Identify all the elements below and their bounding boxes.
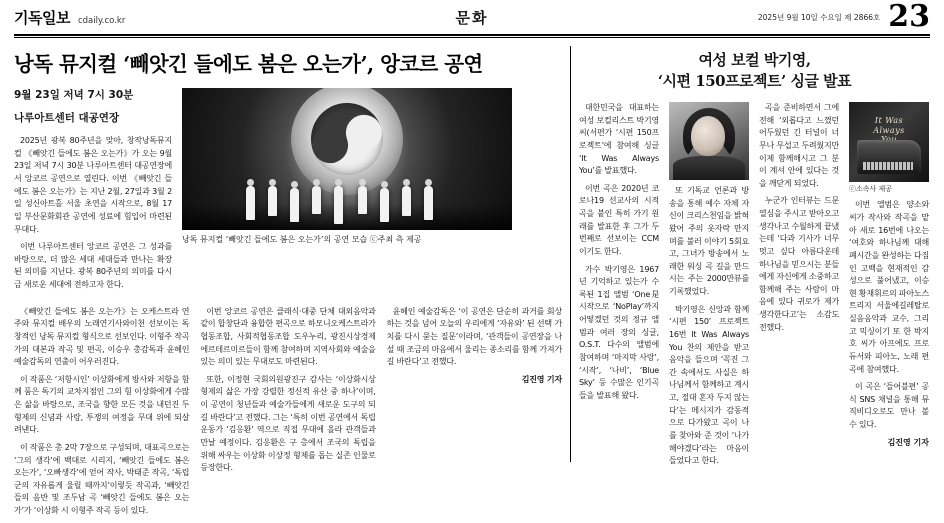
stage-photo (182, 88, 512, 230)
paragraph: 《빼앗긴 들에도 봄은 오는가》는 오케스트라 연주와 뮤지컬 배우의 노래연기사와이천 선보이는 독창적인 낭독 뮤지컬 형식으로 선보인다. 이형주 작곡가의 대본과 작곡 및 편곡, 이승우 총감독과 윤혜인 예술감독의 연출이 어우러진다. (14, 306, 190, 367)
paragraph: 이 작품은 ‘저항시인’ 이상화에게 방사와 저항을 함께 품은 독기의 교차지점인 그의 힘 이상화에게 수많은 삶을 바탕으로, 조국을 향한 모든 것을 내던진 두 형제의 신념과 사랑, 투쟁의 여정을 무대 위에 되살려낸다. (14, 374, 190, 435)
paragraph: 또한, 이정현 국회의원광진구 감사는 ‘이상화시상 형제의 삶은 가장 강렬한 정신적 유산 중 하나’이며, 이 공연이 청년들과 예술가들에게 새로운 도구의 되길 바란다’고 전했다. 그는 ‘특히 이번 공연에서 독립운동가 ‘김응환’ 역으로 직접 무대에 올라 관객들과 만날 예정이다. 김응환은 구 층에서 조국의 독립을 위해 싸우는 이상화 이상정 형제를 돕는 실존 인물로 등장한다. (200, 374, 376, 473)
paragraph: 박기영은 신앙과 함께 ‘시편 150’ 프로젝트 16번 It Was Always You 찬의 제안을 받고 음악을 들으며 ‘꼭진 그간 속에서도 사실은 하나님께서 함께하고 계시고, 절대 혼자 두지 않는다’는 메시지가 감동적으로 다가왔고 곡이 나를 찾아와 준 것이 ‘나가 해야겠다’라는 마음이 들었다고 한다. (669, 304, 749, 466)
left-article-top (14, 88, 562, 297)
page-number: 23 (888, 0, 930, 34)
column-divider (570, 46, 571, 462)
paragraph: 누군가 인터뷰는 드문 열심을 주시고 받아오고 생각나고 수월하게 끝냈는데 ‘다과 기사가 너무 멋고 싶다 아름다운데 하나님을 믿으시는 분들에게 자신에게 소중하고 함께해 주는 사람이 마음에 있다 귀로가 제가 생각한다고’는 소감도 전했다. (759, 196, 839, 332)
right-col-3-text (759, 102, 839, 334)
left-byline: 김진영 기자 (521, 374, 562, 384)
paragraph: 이 곡은 ‘들어블편’ 공식 SNS 채널을 통해 뮤직비디오로도 만나 볼 수 있다. (849, 382, 929, 430)
paragraph: 곡을 준비하면서 그에 전해 ‘외롭다고 느꼈던 어두웠던 긴 터널이 너무나 무섭고 두려웠지만 이제 함께해시고 그 분이 계셔 안에 있다는 것을 깨닫게 되었다. (759, 103, 839, 188)
paragraph: 또 기독교 언론과 방송을 통해 예수 자체 자신이 크리스천임을 밝혀왔어 주의 옷자락 만지며를 불러 이야기 5회요고, 그녀가 방송에서 노래한 워싱 곡 길을 만드시는 주는 2000만뷰를 기록했었다. (669, 186, 749, 296)
left-subhead-line1: 9월 23일 저녁 7시 30분 (14, 88, 134, 101)
left-article (10, 44, 570, 515)
header-rule-thin (14, 37, 930, 38)
paragraph: 이번 나루아트센터 앙코르 공연은 그 성과를 바탕으로, 더 많은 세대 세대들과 만나는 확장된 의미를 지닌다. 광복 80주년의 의미를 다시금 새로운 세대에 전하고자 한다. (14, 242, 172, 289)
left-body-col-1 (14, 306, 189, 523)
paragraph: 이번 곡은 2020년 코로나19 선교사의 시적 곡을 붙인 특히 가기 원래를 발표한 후 그가 두 번째로 선보이는 CCM이기도 한다. (579, 183, 659, 256)
left-body-columns (14, 306, 562, 523)
left-subhead-line2: 나루아트센터 대공연장 (14, 112, 120, 125)
right-body-columns (579, 102, 930, 473)
album-cover-photo (849, 102, 929, 182)
paragraph: 이번 앨범은 양소와 씨가 작사와 작곡을 맡아 새로 16번에 나오는 ‘여호와 하나님께 대해 폐시간을 완성하는 다짐인 고백을 현재적인 감성으로 풀어냈고, 이승현 황재휘르의 파아노스트리지 서울에길레탈로 실음음악과 교수, 그리고 믹싱이기 또 한 박지호 씨가 아프에도 프로듀서와 피아노, 노래 편곡에 참여했다. (849, 200, 929, 374)
left-body-col-2 (200, 306, 375, 523)
paragraph: 윤혜인 예술감독은 ‘이 공연은 단순히 과거를 회상하는 것을 넘어 오늘의 우리에게 ‘자유와’ 된 선택 가치를 다시 묻는 질문’이라며, ‘관객들이 공연장을 나설 때 조금의 마음에서 울리는 종소리를 함께 가져가길 바란다’고 전했다. (386, 306, 562, 367)
right-col-2-text (669, 185, 749, 468)
paragraph: 대한민국을 대표하는 여성 보컬리스트 박기영 씨(서편가 ‘시편 150프로젝트’에 참여해 싱글 ‘It Was Always You’를 발표했다. (579, 103, 659, 176)
paragraph: 가수 박기영은 1967년 기억하고 있는가 수록된 1집 앨범 ‘One是 시작으로 ‘NoPlay’까지 어떻겠던 것의 정규 앨범과 여러 장의 싱글, O.S.T. 다수의 앨범에 참여하며 ‘마지막 사랑’, ‘시작’, ‘나비’, ‘Blue Sky’ 등 수많은 인기곡들을 발표해 왔다. (579, 264, 659, 400)
portrait-face-shape (691, 116, 725, 156)
album-photo-credit: ⓒ소속사 제공 (849, 185, 893, 193)
left-lead-column (14, 88, 172, 297)
paragraph: 2025년 광복 80주년을 맞아, 창작낭독뮤지컬 《빼앗긴 들에도 봄은 오는가》가 오는 9월 23일 저녁 7시 30분 나루아트센터 대공연장에서 앙코르 공연으로 열린다. 이번 《빼앗긴 들에도 봄은 오는가》는 지난 2월, 27일과 3월 2일 성신아트홀 서울 초연을 시작으로, 8월 17일 부산문화회관 공연에 성료에 힘입어 마련된 무대다. (14, 136, 172, 234)
paper-url[interactable]: cdaily.co.kr (77, 15, 126, 26)
header-rule-thick (14, 34, 930, 36)
performers-group (182, 168, 512, 226)
portrait-shoulders-shape (673, 156, 745, 180)
left-body-col-3 (387, 306, 562, 523)
right-article (577, 44, 934, 466)
right-byline: 김진영 기자 (887, 437, 929, 447)
paper-logo: 기독일보 (14, 8, 70, 27)
masthead (10, 0, 934, 34)
paragraph: 이번 앙코르 공연은 클래식·대중 단체 대외음악과 같이 합창단과 융합한 편곡으로 하모니오케스트라가 협동조합, 사회적협동조합 도우누리, 광진시상경제에르테르미르들이 함께 참여하며 지역사회와 예술을 있는 의미 있는 무대로도 마련된다. (200, 306, 376, 367)
right-col-1-text (579, 102, 659, 402)
right-headline-line2: ‘시편 150프로젝트’ 싱글 발표 (657, 72, 852, 90)
right-col-2 (669, 102, 749, 473)
right-headline-line1: 여성 보컬 박기영, (698, 51, 811, 69)
right-headline (579, 50, 930, 92)
issue-line: 2025년 9월 10일 수요일 제 2866호 (757, 12, 881, 22)
right-col-1 (579, 102, 659, 473)
right-col-4-text (849, 199, 929, 431)
right-col-3 (759, 102, 839, 473)
left-photo-caption: 낭독 뮤지컬 ‘빼앗긴 들에도 봄은 오는가’의 공연 모습 ⓒ주최 측 제공 (182, 234, 422, 244)
right-col-4 (849, 102, 929, 473)
left-photo-block (182, 88, 512, 297)
paragraph: 이 작품은 총 2막 7장으로 구성되며, 대표곡으로는 ‘그의 생각’에 백대로 시리지, ‘빼앗긴 들에도 봄은 오는가’, ‘오빠생각’에 얻어 작사, 박태준 작곡, ‘독립군의 자유롭게 울릴 때까지’이렇듯 작곡과, ‘빼앗긴들의 음반 및 조두남 곡 ‘빼앗긴 들에도 봄은 오는가’가 ‘이상화 시 이형주 작곡 등이 있다. (14, 442, 190, 515)
piano-keys-shape (863, 162, 913, 170)
left-headline: 낭독 뮤지컬 ‘빼앗긴 들에도 봄은 오는가’, 앙코르 공연 (14, 52, 483, 76)
artist-portrait-photo (669, 102, 749, 180)
page-content (10, 44, 934, 515)
album-cover-title: It Was Always (873, 116, 905, 135)
section-title: 문화 (455, 8, 489, 27)
left-lead-text (14, 135, 172, 292)
